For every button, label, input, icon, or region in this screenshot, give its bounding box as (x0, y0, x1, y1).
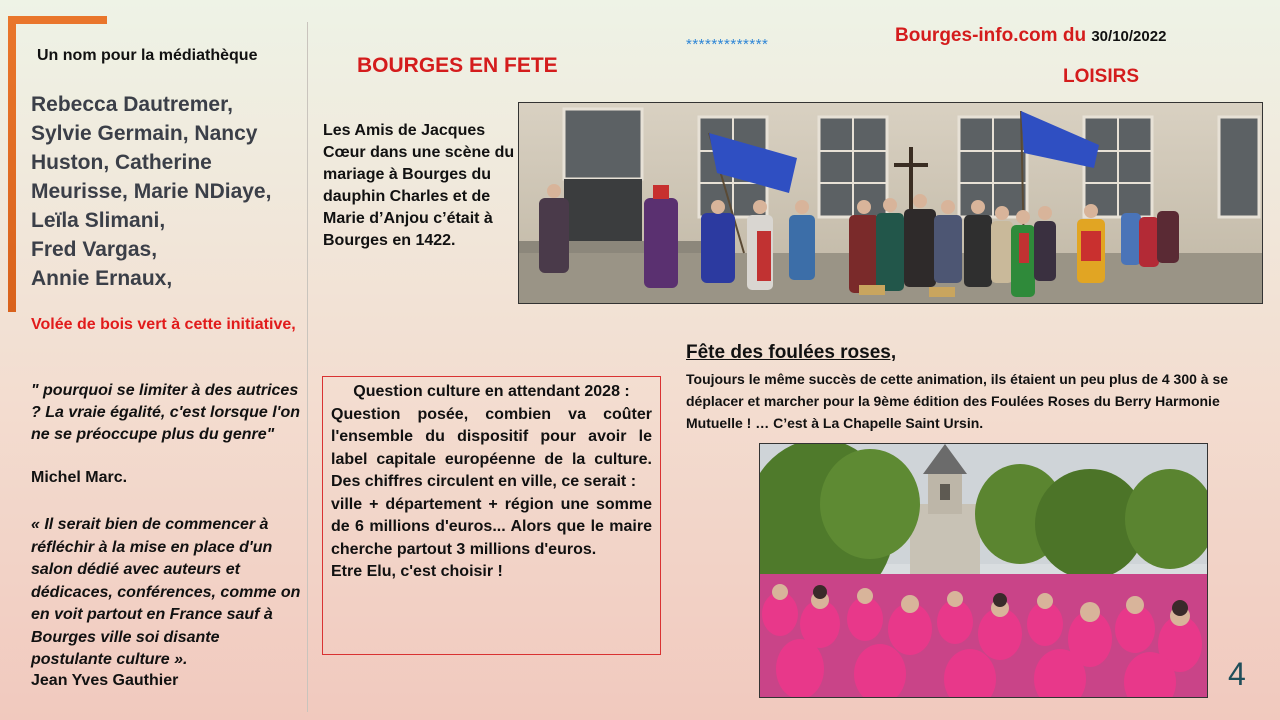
decorative-stars: ************* (686, 36, 769, 53)
foulees-roses-photo (759, 443, 1208, 698)
quote-author: Michel Marc. (31, 469, 128, 486)
site-header (895, 25, 1166, 47)
amis-caption: Les Amis de Jacques Cœur dans une scène du mariage à Bourges du dauphin Charles et de Marie d’Anjou c’était à Bourges en 1422. (323, 122, 515, 249)
page-number: 4 (1228, 656, 1246, 692)
issue-date: 30/10/2022 (1091, 28, 1167, 45)
foulees-title: Fête des foulées roses, (686, 342, 897, 363)
corner-bracket-top (8, 16, 107, 24)
culture-closing: Etre Elu, c'est choisir ! (331, 563, 503, 580)
author-name: Huston, Catherine (31, 151, 212, 174)
reenactment-photo (518, 102, 1263, 304)
foulees-text: Toujours le même succès de cette animation, ils étaient un peu plus de 4 300 à se déplacer et marcher pour la 9ème édition des Foulées Roses du Berry Harmonie Mutuelle ! … C’est à La Chapelle Saint Ursin. (686, 371, 1229, 431)
quote-michel-marc: " pourquoi se limiter à des autrices ? La vraie égalité, c'est lorsque l'on ne se préoccupe plus du genre" (31, 382, 301, 443)
author-name: Meurisse, Marie NDiaye, (31, 180, 272, 203)
section-title: BOURGES EN FETE (357, 54, 558, 77)
mediatheque-title: Un nom pour la médiathèque (37, 47, 258, 64)
culture-question-box (322, 376, 661, 655)
culture-sum: ville + département + région une somme de 6 millions d'euros... Alors que le maire cherche partout 3 millions d'euros. (331, 495, 652, 558)
corner-bracket-left (8, 16, 16, 312)
author-names-list (31, 90, 311, 293)
author-name: Sylvie Germain, Nancy (31, 122, 258, 145)
crowd-illustration (760, 444, 1207, 697)
author-name: Annie Ernaux, (31, 267, 173, 290)
category-label: LOISIRS (1063, 66, 1140, 87)
author-name: Leïla Slimani, (31, 209, 166, 232)
criticism-note: Volée de bois vert à cette initiative, (31, 316, 296, 333)
author-name: Rebecca Dautremer, (31, 93, 233, 116)
culture-heading: Question culture en attendant 2028 : (353, 383, 630, 400)
culture-body: Question posée, combien va coûter l'ensemble du dispositif pour avoir le label capitale européenne de la culture. Des chiffres circulent en ville, ce serait : (331, 405, 652, 490)
quote-jean-yves-gauthier: « Il serait bien de commencer à réfléchir à la mise en place d'un salon dédié avec auteurs et dédicaces, conférences, comme on en voit partout en France sauf à Bourges ville soi disante postulante culture ». (31, 516, 301, 668)
reenactment-illustration (519, 103, 1262, 303)
site-name: Bourges-info.com du (895, 25, 1087, 46)
quote-author: Jean Yves Gauthier (31, 672, 179, 689)
author-name: Fred Vargas, (31, 238, 158, 261)
